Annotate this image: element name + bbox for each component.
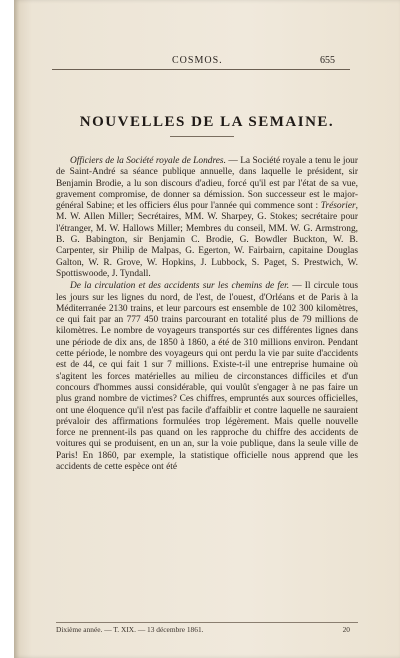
footer-signature: 20	[342, 625, 350, 634]
title-underline	[170, 136, 234, 137]
page-footer	[56, 625, 358, 637]
section-title: NOUVELLES DE LA SEMAINE.	[79, 114, 335, 130]
paragraph-lead: Officiers de la Société royale de Londres.	[70, 156, 226, 166]
page-number: 655	[320, 55, 335, 66]
paragraph-text: — La Société royale a tenu le jour de Saint-André sa séance publique annuelle, dans laquelle le président, sir Benjamin Brodie, a lu son discours d'adieu, forcé qu'il est par l'état de sa vue, gravement compromise, de donner sa démission. Son successeur est le major-général Sabine; et les officiers élus pour l'année qui commence sont :	[56, 156, 358, 212]
scanned-page	[14, 0, 400, 658]
paragraph-text-tail: , M. W. Allen Miller; Secrétaires, MM. W. Sharpey, G. Stokes; secrétaire pour l'étranger, M. W. Hallows Miller; Membres du conseil, MM. W. G. Armstrong, B. G. Babington, sir Benjamin C. Brodie, G. Bowdler Buckton, W. B. Carpenter, sir Philip de Malpas, G. Egerton, W. Fairbairn, capitaine Douglas Galton, W. R. Grove, W. Hopkins, J. Lubbock, S. Paget, S. Prestwich, W. Spottiswoode, J. Tyndall.	[56, 201, 358, 279]
running-head-title: COSMOS.	[172, 55, 223, 66]
paragraph-italic: Trésorier	[320, 201, 356, 212]
footer-issue: Dixième année. — T. XIX. — 13 décembre 1861.	[56, 625, 204, 634]
paragraph-royal-society	[56, 156, 358, 280]
running-head	[14, 55, 400, 69]
header-rule	[52, 69, 350, 70]
paragraph-lead: De la circulation et des accidents sur les chemins de fer.	[70, 281, 290, 292]
article-body	[56, 156, 358, 473]
footer-rule	[56, 622, 358, 623]
paragraph-text: — Il circule tous les jours sur les lignes du nord, de l'est, de l'ouest, d'Orléans et de Paris à la Méditerranée 2130 trains, et leur parcours est ensemble de 102 300 kilomètres, ce qui fait par an 777 450 trains parcourant en totalité plus de 79 millions de kilomètres. Le nombre de voyageurs transportés sur ces différentes lignes dans une période de dix ans, de 1850 à 1860, a été de 310 millions environ. Pendant cette période, le nombre des voyageurs qui ont perdu la vie par suite d'accidents est de 44, ce qui fait 1 sur 7 millions. Existe-t-il une entreprise humaine où s'agitent les forces matérielles au milieu de circonstances difficiles et d'un concours d'hommes aussi considérable, qui voulût s'engager à ne pas faire un plus grand nombre de victimes? Ces chiffres, empruntés aux sources officielles, ont une éloquence qu'il n'est pas facile d'affaiblir et contre laquelle ne sauraient prévaloir des affirmations formulées trop légèrement. Mais quelle nouvelle force ne prennent-ils pas quand on les rapproche du chiffre des accidents de voitures qui se produisent, en un an, sur la voie publique, dans la seule ville de Paris! En 1860, par exemple, la statistique officielle nous apprend que les accidents de cette espèce ont été	[56, 281, 358, 473]
paragraph-railways	[56, 281, 358, 473]
